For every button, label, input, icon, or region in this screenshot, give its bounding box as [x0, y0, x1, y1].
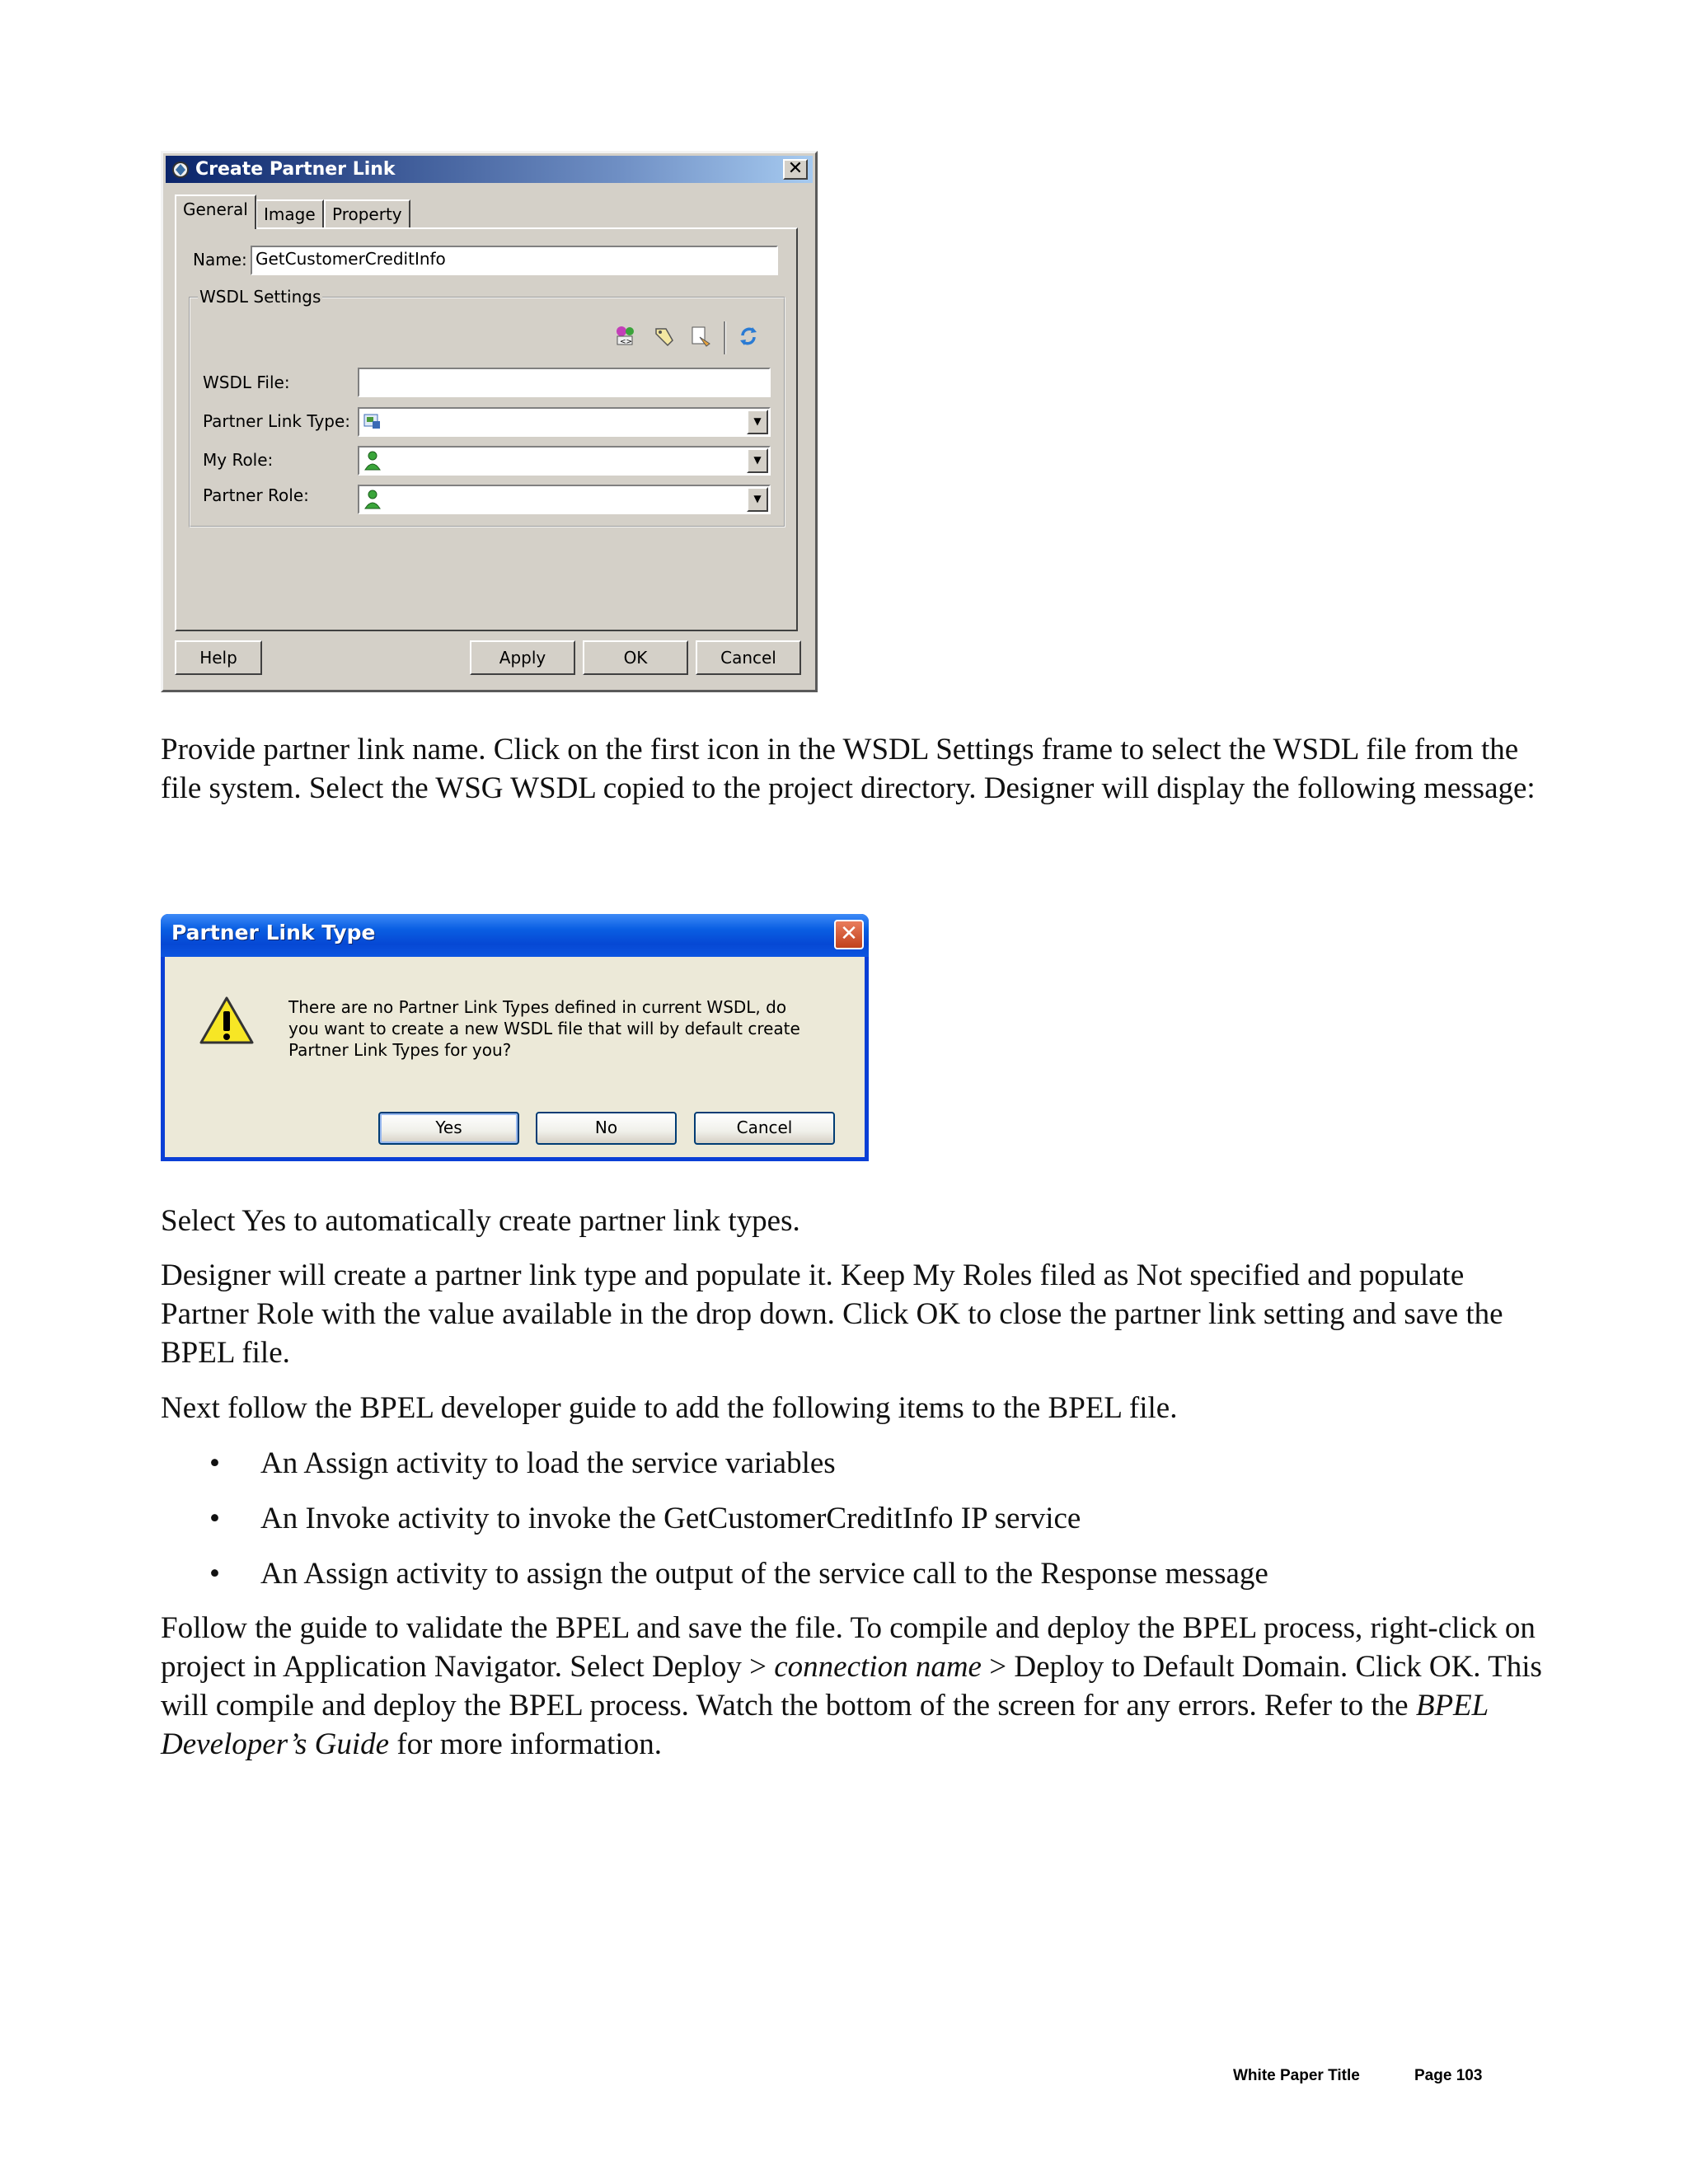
dialog-title: Create Partner Link	[195, 159, 396, 180]
message-line: you want to create a new WSDL file that will by default create	[288, 1019, 800, 1038]
tab-image[interactable]: Image	[256, 199, 324, 227]
my-role-select[interactable]	[358, 446, 771, 476]
text-run: for more information.	[389, 1727, 662, 1761]
cancel-button[interactable]: Cancel	[696, 640, 801, 675]
service-explorer-icon[interactable]	[651, 324, 676, 349]
partner-role-select[interactable]	[358, 485, 771, 514]
close-button[interactable]: ✕	[783, 159, 808, 180]
tab-general[interactable]: General	[175, 194, 256, 229]
wsdl-file-input[interactable]	[358, 368, 771, 397]
close-button[interactable]: ✕	[834, 920, 864, 949]
footer-page-number: Page 103	[1414, 2067, 1483, 2084]
refresh-icon[interactable]	[736, 324, 761, 349]
paragraph-instructions-1: Provide partner link name. Click on the first icon in the WSDL Settings frame to select the WSDL file from the file system. Select the WSG WSDL copied to the project directory. Designer will display the following message:	[161, 733, 1536, 805]
chevron-down-icon[interactable]: ▼	[747, 487, 768, 512]
my-role-label: My Role:	[203, 450, 274, 470]
apply-button[interactable]: Apply	[470, 640, 575, 675]
partner-link-type-label: Partner Link Type:	[203, 411, 351, 431]
cancel-button[interactable]: Cancel	[694, 1112, 835, 1145]
partner-link-type-dialog	[161, 914, 869, 1161]
no-button[interactable]: No	[536, 1112, 677, 1145]
chevron-down-icon[interactable]: ▼	[747, 448, 768, 473]
partner-link-type-icon	[363, 411, 382, 433]
wsdl-file-label: WSDL File:	[203, 373, 290, 392]
bullet-marker: •	[209, 1557, 220, 1591]
list-item: An Assign activity to assign the output of the service call to the Response message	[260, 1557, 1268, 1591]
message-line: There are no Partner Link Types defined in current WSDL, do	[288, 997, 787, 1017]
dialog-title-bar[interactable]	[166, 156, 813, 183]
help-button[interactable]: Help	[175, 640, 262, 675]
paragraph-instructions-3: Designer will create a partner link type and populate it. Keep My Roles filed as Not specified and populate Partner Role with the value available in the drop down. Click OK to close the partner link setting and save the BPEL file.	[161, 1258, 1503, 1370]
define-adapter-icon[interactable]	[688, 324, 713, 349]
partner-link-type-select[interactable]	[358, 407, 771, 437]
role-icon	[363, 489, 382, 510]
dialog-message	[288, 996, 800, 1061]
role-icon	[363, 450, 382, 471]
name-input[interactable]: GetCustomerCreditInfo	[251, 246, 778, 275]
dialog-title: Partner Link Type	[171, 921, 376, 944]
message-line: Partner Link Types for you?	[288, 1040, 512, 1060]
list-item: An Invoke activity to invoke the GetCustomerCreditInfo IP service	[260, 1502, 1081, 1535]
chevron-down-icon[interactable]: ▼	[747, 410, 768, 434]
toolbar-separator	[724, 321, 726, 354]
warning-icon	[198, 995, 256, 1047]
ok-button[interactable]: OK	[583, 640, 688, 675]
svg-text:<>: <>	[620, 338, 633, 346]
text-run: > Deploy to Default Domain. Click OK. This will compile and deploy the BPEL process. Watch the bottom of the screen for any errors. Refer to the	[161, 1650, 1542, 1722]
browse-wsdl-icon[interactable]	[613, 324, 638, 349]
paragraph-instructions-4: Next follow the BPEL developer guide to add the following items to the BPEL file.	[161, 1391, 1178, 1425]
paragraph-instructions-2: Select Yes to automatically create partner link types.	[161, 1204, 800, 1238]
list-item: An Assign activity to load the service variables	[260, 1446, 836, 1480]
tab-property[interactable]: Property	[324, 199, 410, 227]
paragraph-instructions-5	[161, 1609, 1545, 1764]
partner-role-label: Partner Role:	[203, 485, 309, 505]
name-label: Name:	[193, 250, 247, 269]
text-run: Follow the guide to validate the BPEL and save the file. To compile and deploy the BPEL process, right-click on project in Application Navigator. Select Deploy >	[161, 1611, 1536, 1684]
app-icon	[171, 160, 190, 180]
italic-text-run: BPEL Developer’s Guide	[161, 1689, 1489, 1761]
footer-title: White Paper Title	[1233, 2067, 1360, 2084]
dialog-title-bar[interactable]	[161, 914, 869, 957]
bullet-marker: •	[209, 1502, 220, 1535]
wsdl-settings-legend: WSDL Settings	[199, 287, 321, 307]
italic-text-run: connection name	[774, 1650, 982, 1684]
bullet-marker: •	[209, 1446, 220, 1480]
yes-button[interactable]: Yes	[378, 1112, 519, 1145]
